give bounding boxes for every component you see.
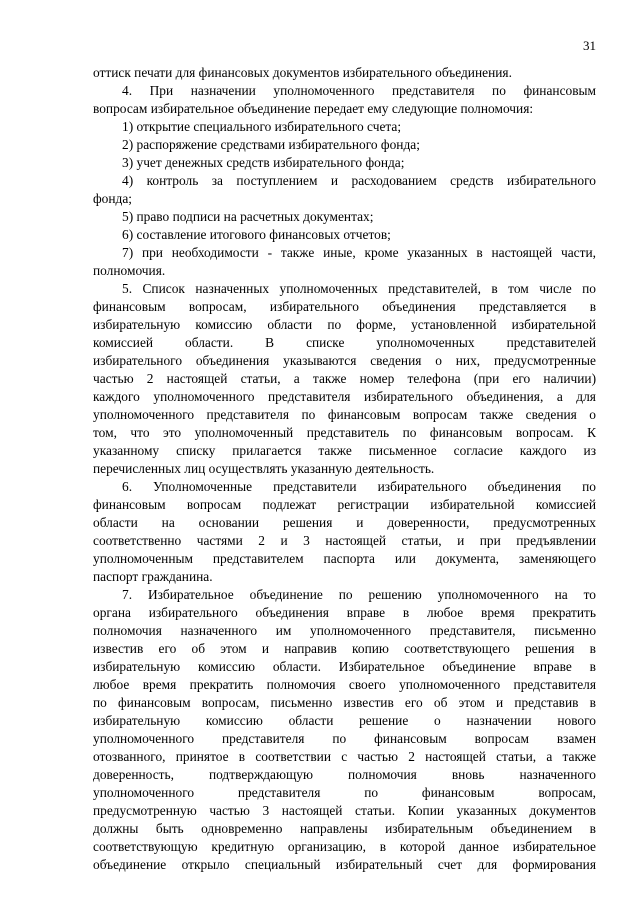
text-line: уполномоченного представителя по финансовым вопросам также сведения о <box>93 407 596 422</box>
text-line: объединение открыло специальный избирательный счет для формирования <box>93 857 596 872</box>
text-line: частью 2 настоящей статьи, а также номер телефона (при его наличии) <box>93 371 597 386</box>
text-line: паспорт гражданина. <box>93 569 213 584</box>
text-line: каждого уполномоченного представителя избирательного объединения, а для <box>93 389 596 404</box>
list-item-continuation: фонда; <box>93 191 133 206</box>
list-item: 5) право подписи на расчетных документах; <box>122 209 374 224</box>
list-item: 3) учет денежных средств избирательного фонда; <box>122 155 405 170</box>
text-line: уполномоченным представителем паспорта или документа, заменяющего <box>93 551 597 566</box>
text-line: 7. Избирательное объединение по решению уполномоченного на то <box>122 587 596 602</box>
list-item: 6) составление итогового финансовых отчетов; <box>122 227 391 242</box>
text-line: органа избирательного объединения вправе в любое время прекратить <box>93 605 596 620</box>
text-line: 4. При назначении уполномоченного представителя по финансовым <box>122 83 596 98</box>
list-item: 2) распоряжение средствами избирательного фонда; <box>122 137 420 152</box>
text-line: избирательного объединения указываются сведения о них, предусмотренные <box>93 353 596 368</box>
text-line: известив его об этом и направив копию соответствующего решения в <box>93 641 596 656</box>
text-line: соответствующую кредитную организацию, в которой данное избирательное <box>93 839 596 854</box>
text-line: области на основании решения и доверенности, предусмотренных <box>93 515 596 530</box>
text-line: 6. Уполномоченные представители избирательного объединения по <box>122 479 596 494</box>
text-line: оттиск печати для финансовых документов избирательного объединения. <box>93 65 512 80</box>
text-line: соответственно частями 2 и 3 настоящей статьи, и при предъявлении <box>93 533 597 548</box>
text-line: вопросам избирательное объединение передает ему следующие полномочия: <box>93 101 534 116</box>
text-line: перечисленных лиц осуществлять указанную деятельность. <box>93 461 435 476</box>
text-line: 5. Список назначенных уполномоченных представителей, в том числе по <box>122 281 596 296</box>
text-line: указанному списку прилагается также письменное согласие каждого из <box>93 443 596 458</box>
text-line: предусмотренную частью 3 настоящей статьи. Копии указанных документов <box>93 803 596 818</box>
list-item-continuation: полномочия. <box>93 263 166 278</box>
list-item: 7) при необходимости - также иные, кроме указанных в настоящей части, <box>122 245 596 260</box>
text-line: избирательную комиссию области по форме, установленной избирательной <box>93 317 596 332</box>
text-line: финансовым вопросам подлежат регистрации избирательной комиссией <box>93 497 596 512</box>
page-number: 31 <box>583 38 596 53</box>
list-item: 1) открытие специального избирательного счета; <box>122 119 402 134</box>
text-line: комиссией области. В списке уполномоченных представителей <box>93 335 596 350</box>
text-line: уполномоченного представителя по финансовым вопросам взамен <box>93 731 596 746</box>
text-line: доверенность, подтверждающую полномочия вновь назначенного <box>93 767 596 782</box>
text-line: финансовым вопросам, избирательного объединения представляется в <box>93 299 597 314</box>
text-line: полномочия назначенного им уполномоченного представителя, письменно <box>93 623 597 638</box>
text-line: должны быть одновременно направлены избирательным объединением в <box>93 821 596 836</box>
text-line: том, что это уполномоченный представитель по финансовым вопросам. К <box>93 425 597 440</box>
list-item: 4) контроль за поступлением и расходованием средств избирательного <box>122 173 596 188</box>
text-line: отозванного, принятое в соответствии с частью 2 настоящей статьи, а также <box>93 749 597 764</box>
text-line: по финансовым вопросам, письменно известив его об этом и представив в <box>93 695 596 710</box>
text-line: любое время прекратить полномочия своего уполномоченного представителя <box>93 677 597 692</box>
text-line: уполномоченного представителя по финансовым вопросам, <box>93 785 597 800</box>
text-line: избирательную комиссию области. Избирательное объединение вправе в <box>93 659 596 674</box>
text-line: избирательную комиссию области решение о назначении нового <box>93 713 596 728</box>
